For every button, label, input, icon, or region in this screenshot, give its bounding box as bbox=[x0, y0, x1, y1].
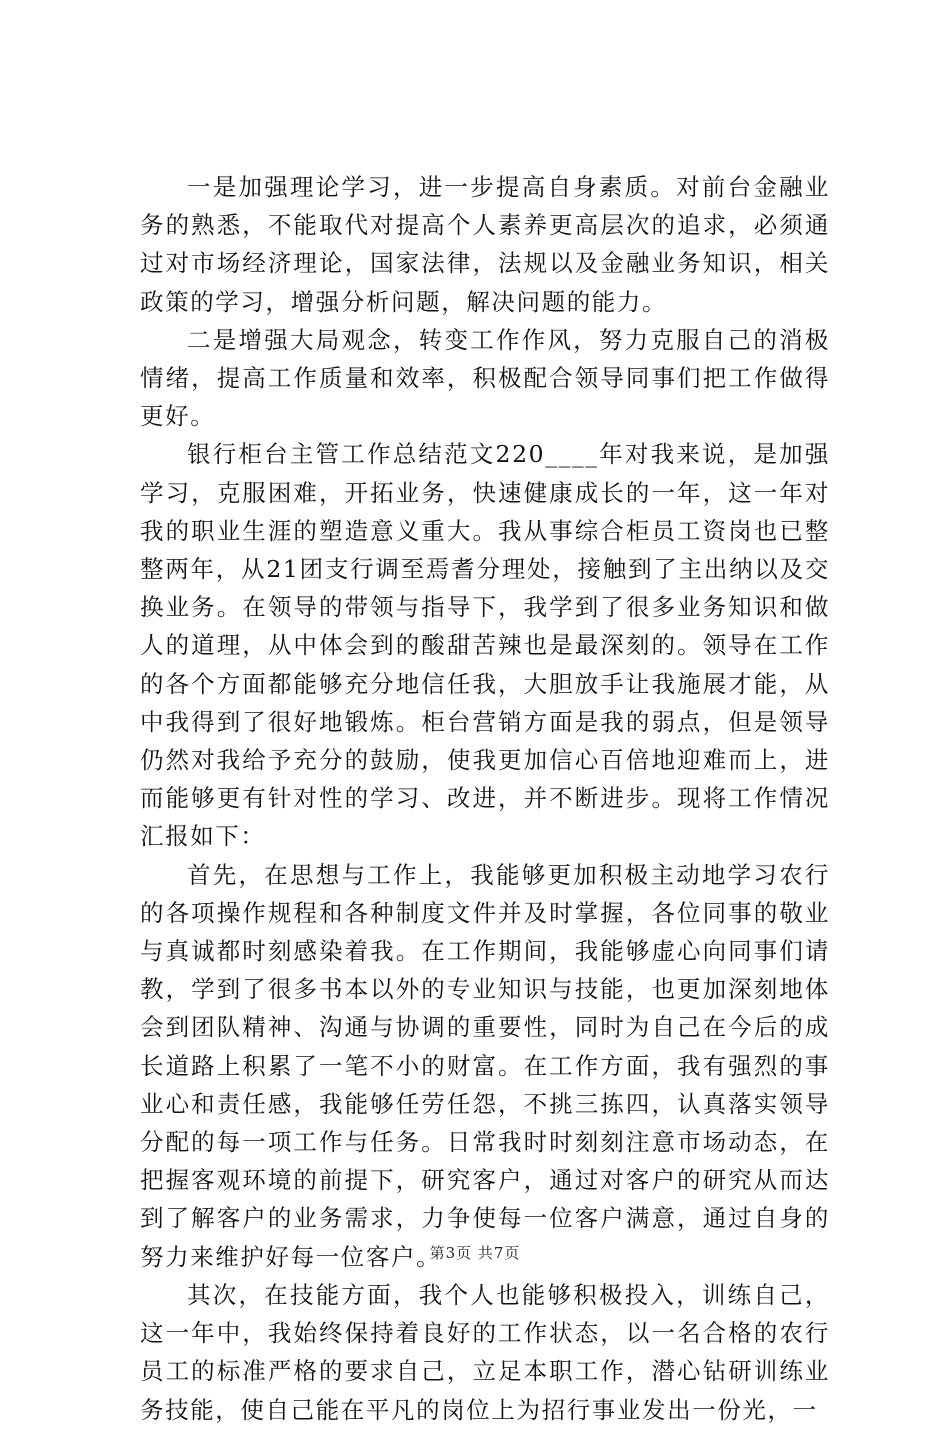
paragraph-first-thoughts-work: 首先，在思想与工作上，我能够更加积极主动地学习农行的各项操作规程和各种制度文件并及时掌握，各位同事的敬业与真诚都时刻感染着我。在工作期间，我能够虚心向同事们请教，学到了很多书本以外的专业知识与技能，也更加深刻地体会到团队精神、沟通与协调的重要性，同时为自己在今后的成长道路上积累了一笔不小的财富。在工作方面，我有强烈的事业心和责任感，我能够任劳任怨，不挑三拣四，认真落实领导分配的每一项工作与任务。日常我时时刻刻注意市场动态，在把握客观环境的前提下，研究客户，通过对客户的研究从而达到了解客户的业务需求，力争使每一位客户满意，通过自身的努力来维护好每一位客户。 bbox=[140, 860, 830, 1271]
paragraph-theory-study: 一是加强理论学习，进一步提高自身素质。对前台金融业务的熟悉，不能取代对提高个人素养更高层次的追求，必须通过对市场经济理论，国家法律，法规以及金融业务知识，相关政策的学习，增强分析问题，解决问题的能力。 bbox=[140, 173, 830, 316]
page-number-footer: 第3页 共7页 bbox=[429, 1244, 521, 1262]
paragraph-second-skills: 其次，在技能方面，我个人也能够积极投入，训练自己，这一年中，我始终保持着良好的工作状态，以一名合格的农行员工的标准严格的要求自己，立足本职工作，潜心钻研训练业务技能，使自己能在平凡的岗位上为招行事业发出一份光，一 bbox=[140, 1280, 830, 1424]
paragraph-overall-view: 二是增强大局观念，转变工作作风，努力克服自己的消极情绪，提高工作质量和效率，积极配合领导同事们把工作做得更好。 bbox=[140, 325, 830, 431]
document-body bbox=[140, 168, 830, 1429]
paragraph-summary-intro: 银行柜台主管工作总结范文220____年对我来说，是加强学习，克服困难，开拓业务，快速健康成长的一年，这一年对我的职业生涯的塑造意义重大。我从事综合柜员工资岗也已整整两年，从21团支行调至焉耆分理处，接触到了主出纳以及交换业务。在领导的带领与指导下，我学到了很多业务知识和做人的道理，从中体会到的酸甜苦辣也是最深刻的。领导在工作的各个方面都能够充分地信任我，大胆放手让我施展才能，从中我得到了很好地锻炼。柜台营销方面是我的弱点，但是领导仍然对我给予充分的鼓励，使我更加信心百倍地迎难而上，进而能够更有针对性的学习、改进，并不断进步。现将工作情况汇报如下： bbox=[140, 440, 830, 851]
